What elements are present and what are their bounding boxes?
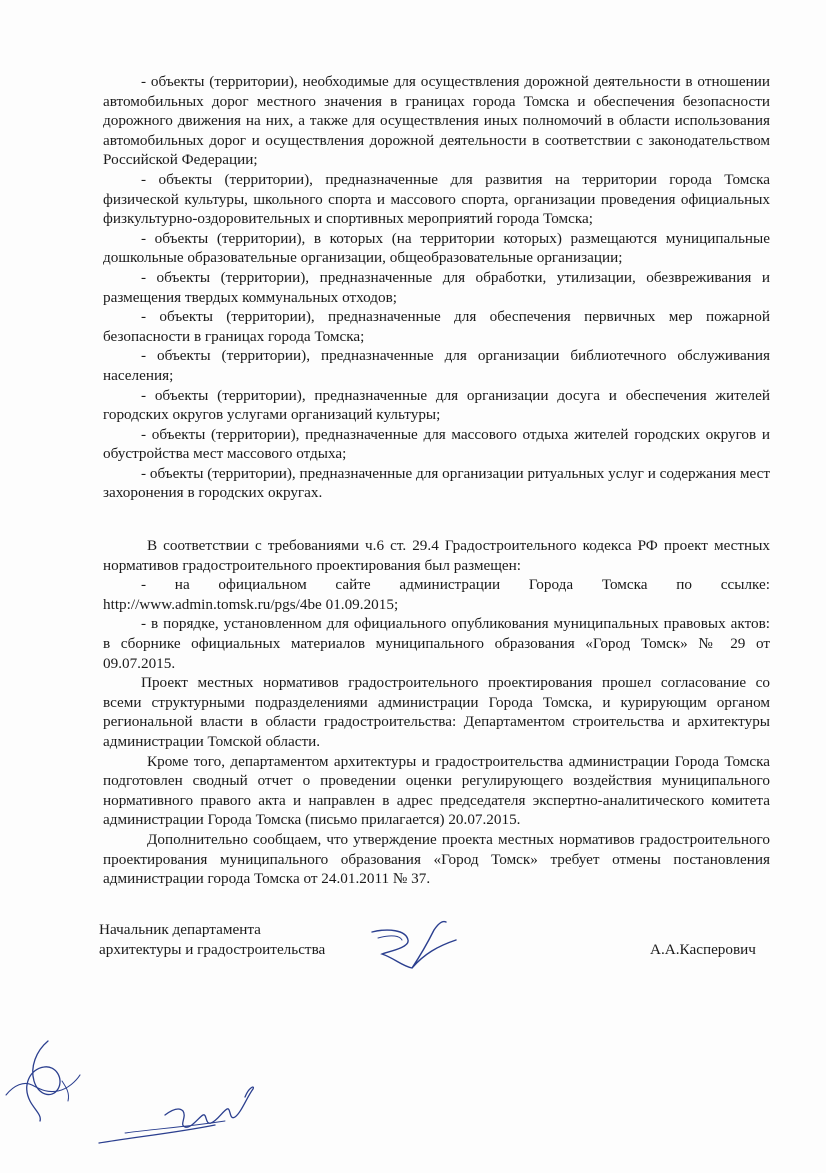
bullet-item: - объекты (территории), предназначенные для обработки, утилизации, обезвреживания и размещения твердых коммунальных отходов;: [103, 268, 770, 306]
initials-icon: [95, 1075, 265, 1150]
paragraph-approval: Проект местных нормативов градостроительного проектирования прошел согласование со всеми структурными подразделениями администрации Города Томска, и курирующим органом региональной власти в области градостроительства: Департаментом строительства и архитектуры администрации Томской области.: [103, 674, 770, 750]
bullet-item: - объекты (территории), необходимые для осуществления дорожной деятельности в отношении автомобильных дорог местного значения в границах города Томска и обеспечения безопасности дорожного движения на них, а также для осуществления иных полномочий в области использования автомобильных дорог и осуществления дорожной деятельности в соответствии с законодательством Российской Федерации;: [103, 73, 770, 169]
signatory-name: А.А.Касперович: [650, 941, 756, 958]
bullet-item: - объекты (территории), предназначенные для развития на территории города Томска физической культуры, школьного спорта и массового спорта, организации проведения официальных физкультурно-оздоровительных и спортивных мероприятий города Томска;: [103, 170, 770, 228]
initials-mark: [95, 1075, 265, 1155]
paragraph-additional: Дополнительно сообщаем, что утверждение проекта местных нормативов градостроительного проектирования муниципального образования «Город Томск» требует отмены постановления администрации города Томска от 24.01.2011 № 37.: [103, 830, 770, 888]
bullet-item: - объекты (территории), предназначенные для организации досуга и обеспечения жителей городских округов услугами организаций культуры;: [103, 386, 770, 424]
bullet-item: - объекты (территории), предназначенные для массового отдыха жителей городских округов и обустройства мест массового отдыха;: [103, 425, 770, 463]
handwritten-signature: [368, 918, 468, 983]
initials-icon: [0, 1035, 90, 1125]
bullet-item: - объекты (территории), в которых (на территории которых) размещаются муниципальные дошкольные образовательные организации, общеобразовательные организации;: [103, 229, 770, 267]
bullet-list: [103, 72, 770, 503]
paragraph-report: Кроме того, департаментом архитектуры и градостроительства администрации Города Томска подготовлен сводный отчет о проведении оценки регулирующего воздействия муниципального нормативного правого акта и направлен в адрес председателя экспертно-аналитического комитета администрации Города Томска (письмо прилагается) 20.07.2015.: [103, 752, 770, 829]
signatory-title-line: архитектуры и градостроительства: [99, 941, 326, 958]
paragraph-publication: - в порядке, установленном для официального опубликования муниципальных правовых актов: в сборнике официальных материалов муниципального образования «Город Томск» № 29 от 09.07.2015.: [103, 615, 770, 672]
bullet-item: - объекты (территории), предназначенные для обеспечения первичных мер пожарной безопасности в границах города Томска;: [103, 308, 770, 345]
paragraph-website: - на официальном сайте администрации Города Томска по ссылке: http://www.admin.tomsk.ru/pgs/4be 01.09.2015;: [103, 576, 770, 613]
signatory-title-line: Начальник департамента: [99, 921, 261, 938]
paragraph-requirements: В соответствии с требованиями ч.6 ст. 29.4 Градостроительного кодекса РФ проект местных нормативов градостроительного проектирования был размещен:: [103, 537, 770, 574]
body-text: [103, 536, 770, 889]
initials-mark: [0, 1035, 90, 1130]
signature-icon: [368, 918, 468, 978]
bullet-item: - объекты (территории), предназначенные для организации ритуальных услуг и содержания мест захоронения в городских округах.: [103, 464, 770, 502]
signatory-title: [99, 920, 325, 960]
bullet-item: - объекты (территории), предназначенные для организации библиотечного обслуживания населения;: [103, 347, 770, 384]
